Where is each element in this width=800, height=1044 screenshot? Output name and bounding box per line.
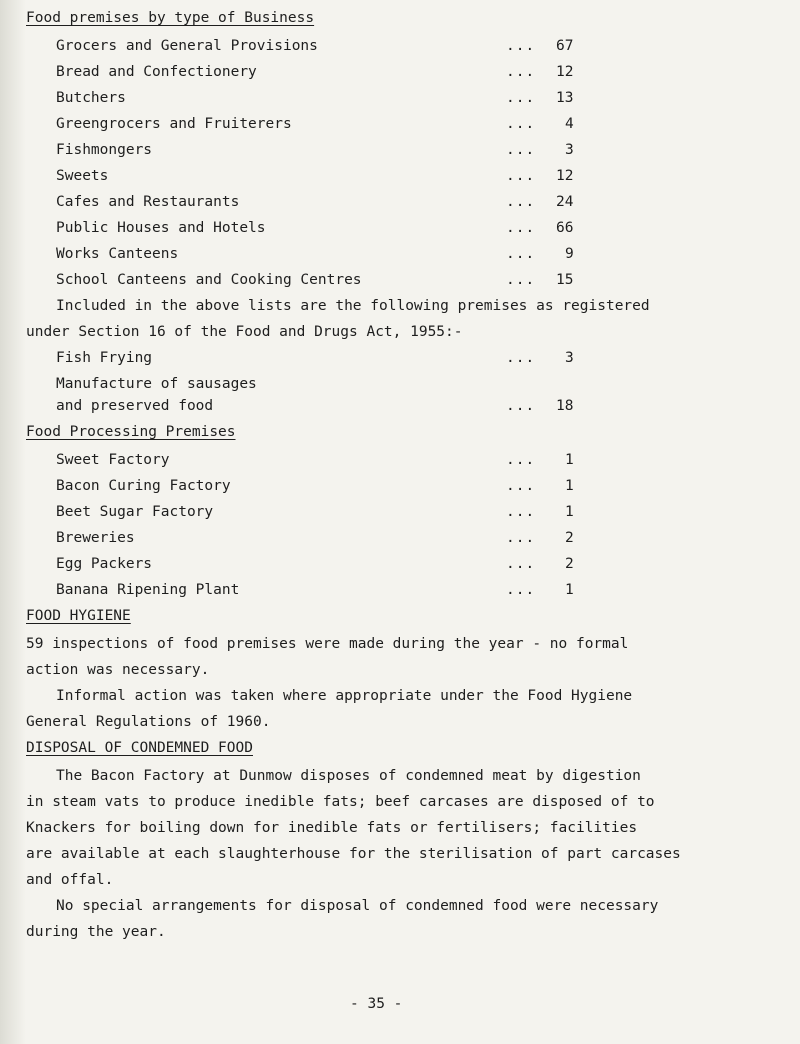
leader-dots: ... bbox=[506, 582, 536, 598]
hygiene-line: General Regulations of 1960. bbox=[26, 714, 271, 730]
item-value: 12 bbox=[556, 64, 574, 80]
heading-business-types: Food premises by type of Business bbox=[26, 10, 315, 26]
item-value: 1 bbox=[565, 478, 574, 494]
leader-dots: ... bbox=[506, 64, 536, 80]
disposal-line: during the year. bbox=[26, 924, 166, 940]
item-label: Cafes and Restaurants bbox=[56, 194, 240, 210]
included-line-1: Included in the above lists are the following premises as registered bbox=[56, 298, 650, 314]
item-value: 24 bbox=[556, 194, 574, 210]
item-label: Greengrocers and Fruiterers bbox=[56, 116, 292, 132]
item-label: Works Canteens bbox=[56, 246, 179, 262]
leader-dots: ... bbox=[506, 556, 536, 572]
item-label: Egg Packers bbox=[56, 556, 153, 572]
leader-dots: ... bbox=[506, 398, 536, 414]
item-value: 4 bbox=[565, 116, 574, 132]
leader-dots: ... bbox=[506, 478, 536, 494]
item-value: 15 bbox=[556, 272, 574, 288]
leader-dots: ... bbox=[506, 142, 536, 158]
item-value: 66 bbox=[556, 220, 574, 236]
leader-dots: ... bbox=[506, 38, 536, 54]
item-label: Breweries bbox=[56, 530, 135, 546]
disposal-line: The Bacon Factory at Dunmow disposes of condemned meat by digestion bbox=[56, 768, 641, 784]
leader-dots: ... bbox=[506, 220, 536, 236]
included-line-2: under Section 16 of the Food and Drugs Act, 1955:- bbox=[26, 324, 463, 340]
page-number: - 35 - bbox=[350, 996, 403, 1012]
item-value: 3 bbox=[565, 350, 574, 366]
leader-dots: ... bbox=[506, 504, 536, 520]
leader-dots: ... bbox=[506, 272, 536, 288]
item-label: Beet Sugar Factory bbox=[56, 504, 214, 520]
leader-dots: ... bbox=[506, 350, 536, 366]
scan-edge bbox=[0, 0, 26, 1044]
item-label: Fish Frying bbox=[56, 350, 153, 366]
leader-dots: ... bbox=[506, 168, 536, 184]
item-label: Banana Ripening Plant bbox=[56, 582, 240, 598]
item-label: Sweet Factory bbox=[56, 452, 170, 468]
item-value: 2 bbox=[565, 556, 574, 572]
item-label-line-2: and preserved food bbox=[56, 398, 214, 414]
item-label: Fishmongers bbox=[56, 142, 153, 158]
disposal-line: and offal. bbox=[26, 872, 114, 888]
disposal-line: in steam vats to produce inedible fats; beef carcases are disposed of to bbox=[26, 794, 655, 810]
item-value: 12 bbox=[556, 168, 574, 184]
item-label: School Canteens and Cooking Centres bbox=[56, 272, 362, 288]
item-value: 13 bbox=[556, 90, 574, 106]
item-value: 2 bbox=[565, 530, 574, 546]
heading-disposal: DISPOSAL OF CONDEMNED FOOD bbox=[26, 740, 253, 756]
item-label: Grocers and General Provisions bbox=[56, 38, 318, 54]
item-value: 1 bbox=[565, 582, 574, 598]
disposal-line: No special arrangements for disposal of condemned food were necessary bbox=[56, 898, 659, 914]
hygiene-line: action was necessary. bbox=[26, 662, 210, 678]
item-label-line-1: Manufacture of sausages bbox=[56, 376, 257, 392]
disposal-line: Knackers for boiling down for inedible fats or fertilisers; facilities bbox=[26, 820, 638, 836]
item-value: 1 bbox=[565, 452, 574, 468]
item-label: Bread and Confectionery bbox=[56, 64, 257, 80]
item-label: Public Houses and Hotels bbox=[56, 220, 266, 236]
item-value: 1 bbox=[565, 504, 574, 520]
item-value: 9 bbox=[565, 246, 574, 262]
leader-dots: ... bbox=[506, 246, 536, 262]
hygiene-line: Informal action was taken where appropriate under the Food Hygiene bbox=[56, 688, 633, 704]
item-value: 18 bbox=[556, 398, 574, 414]
item-label: Bacon Curing Factory bbox=[56, 478, 231, 494]
item-label: Sweets bbox=[56, 168, 109, 184]
leader-dots: ... bbox=[506, 530, 536, 546]
item-label: Butchers bbox=[56, 90, 126, 106]
leader-dots: ... bbox=[506, 194, 536, 210]
heading-processing-premises: Food Processing Premises bbox=[26, 424, 236, 440]
item-value: 3 bbox=[565, 142, 574, 158]
leader-dots: ... bbox=[506, 116, 536, 132]
leader-dots: ... bbox=[506, 452, 536, 468]
hygiene-line: 59 inspections of food premises were made during the year - no formal bbox=[26, 636, 629, 652]
heading-food-hygiene: FOOD HYGIENE bbox=[26, 608, 131, 624]
leader-dots: ... bbox=[506, 90, 536, 106]
disposal-line: are available at each slaughterhouse for the sterilisation of part carcases bbox=[26, 846, 681, 862]
item-value: 67 bbox=[556, 38, 574, 54]
